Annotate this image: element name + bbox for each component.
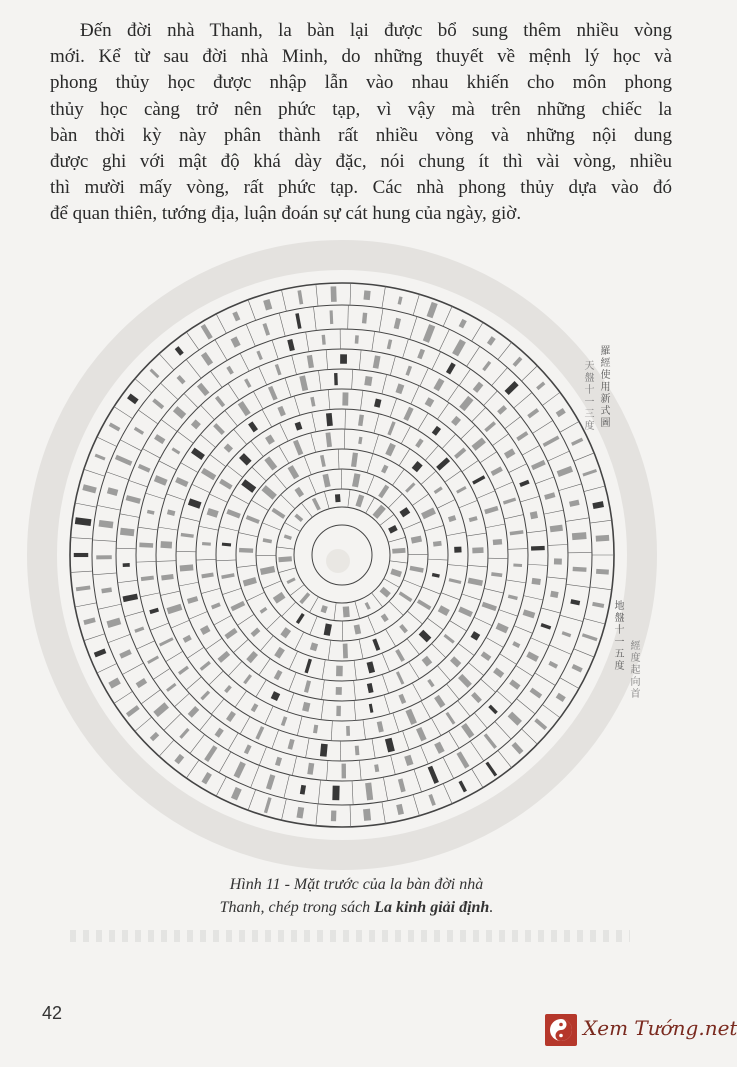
compass-rings bbox=[42, 255, 642, 855]
caption-line-1: Hình 11 - Mặt trước của la bàn đời nhà bbox=[229, 876, 484, 893]
paragraph-line: được ghi với mật độ khá dày đặc, nói chung ít thì vài vòng, nhiều bbox=[50, 151, 672, 173]
print-bleed-through bbox=[70, 930, 630, 942]
watermark-text: Xem Tướng.net bbox=[583, 1016, 737, 1040]
side-annotation: 地盤十一五度 bbox=[612, 600, 623, 672]
book-title: La kinh giải định bbox=[374, 899, 490, 916]
paragraph-line: mới. Kể từ sau đời nhà Minh, do những thuyết về mệnh lý học và bbox=[50, 46, 672, 68]
paragraph-line: phong thủy học được nhập lẫn vào nhau khiến cho môn phong bbox=[50, 72, 672, 94]
body-paragraph bbox=[50, 18, 672, 228]
side-annotation: 天盤十一三度 bbox=[582, 360, 593, 432]
caption-text: Thanh, chép trong sách bbox=[219, 899, 375, 916]
yin-yang-icon bbox=[545, 1014, 577, 1046]
watermark-logo[interactable] bbox=[545, 1012, 737, 1048]
caption-period: . bbox=[489, 899, 494, 916]
side-annotation: 羅經使用新式圖 bbox=[598, 345, 609, 429]
luopan-compass-illustration bbox=[60, 255, 670, 875]
side-annotation: 經度起向首 bbox=[628, 640, 639, 700]
page-number: 42 bbox=[42, 1003, 63, 1023]
paragraph-line: thủy học càng trở nên phức tạp, vì vậy mà trên những chiếc la bbox=[50, 98, 672, 120]
paragraph-line: thì mười mấy vòng, rất phức tạp. Các nhà phong thủy dựa vào đó bbox=[50, 177, 672, 199]
paragraph-line: Đến đời nhà Thanh, la bàn lại được bổ sung thêm nhiều vòng bbox=[80, 20, 672, 41]
paragraph-line: để quan thiên, tướng địa, luận đoán sự cát hung của ngày, giờ. bbox=[50, 203, 522, 225]
figure-caption bbox=[0, 873, 713, 919]
caption-line-2 bbox=[0, 896, 713, 919]
paragraph-line: bàn thời kỳ này phân thành rất nhiều vòng và những nội dung bbox=[50, 124, 672, 146]
